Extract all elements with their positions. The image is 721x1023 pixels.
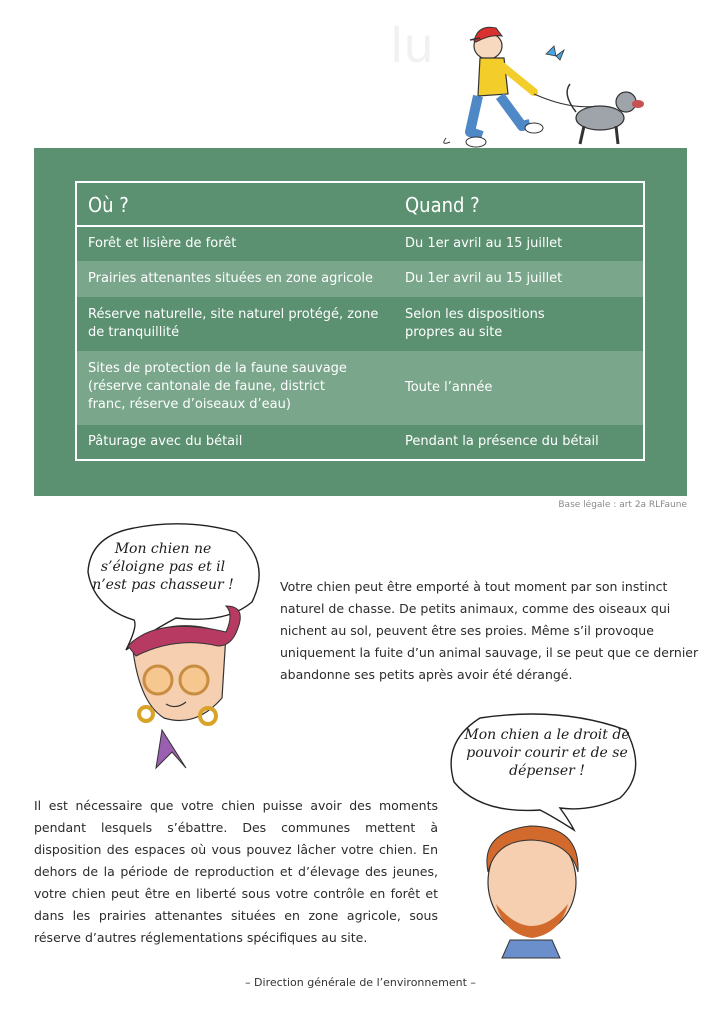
- table-row: [77, 351, 643, 425]
- row-when: Du 1er avril au 15 juillet: [405, 271, 563, 286]
- table-row: [77, 425, 643, 459]
- footer-credit: – Direction générale de l’environnement –: [245, 976, 476, 989]
- row-where: Forêt et lisière de forêt: [88, 236, 237, 251]
- table-row: [77, 227, 643, 261]
- row-where: Sites de protection de la faune sauvage (réserve cantonale de faune, district franc, réserve d’oiseaux d’eau): [88, 361, 347, 412]
- row-where: Réserve naturelle, site naturel protégé, zone de tranquillité: [88, 307, 379, 340]
- row-when: Toute l’année: [405, 380, 493, 395]
- dog-restriction-table: [75, 181, 645, 461]
- boy-walking-dog-illustration: [390, 14, 660, 150]
- man-speech-bubble: Mon chien a le droit de pouvoir courir et de se dépenser !: [464, 727, 630, 779]
- row-when: Selon les dispositions propres au site: [405, 307, 545, 340]
- row-when: Pendant la présence du bétail: [405, 434, 599, 449]
- legal-basis-note: Base légale : art 2a RLFaune: [558, 500, 687, 510]
- row-when: Du 1er avril au 15 juillet: [405, 236, 563, 251]
- row-where: Prairies attenantes situées en zone agricole: [88, 271, 374, 286]
- paragraph-instinct: Votre chien peut être emporté à tout moment par son instinct naturel de chasse. De petits animaux, comme des oiseaux qui nichent au sol, peuvent être ses proies. Même s’il provoque uniquement la fuite d’un animal sauvage, il se peut que ce dernier abandonne ses petits après avoir été dérangé.: [280, 579, 699, 682]
- table-header: [77, 183, 643, 227]
- table-row: [77, 261, 643, 297]
- header-where: Où ?: [88, 193, 129, 217]
- woman-speech-bubble: Mon chien ne s’éloigne pas et il n’est pas chasseur !: [92, 541, 234, 593]
- svg-text:lu: lu: [390, 18, 434, 74]
- header-when: Quand ?: [405, 193, 480, 217]
- paragraph-freedom: Il est nécessaire que votre chien puisse avoir des moments pendant lesquels s’ébattre. Des communes mettent à disposition des espaces où vous pouvez lâcher votre chien. En dehors de la période de reproduction et d’élevage des jeunes, votre chien peut être en liberté sous votre contrôle en forêt et dans les prairies attenantes situées en zone agricole, sous réserve d’autres réglementations spécifiques au site.: [34, 798, 438, 945]
- table-row: [77, 297, 643, 351]
- row-where: Pâturage avec du bétail: [88, 434, 243, 449]
